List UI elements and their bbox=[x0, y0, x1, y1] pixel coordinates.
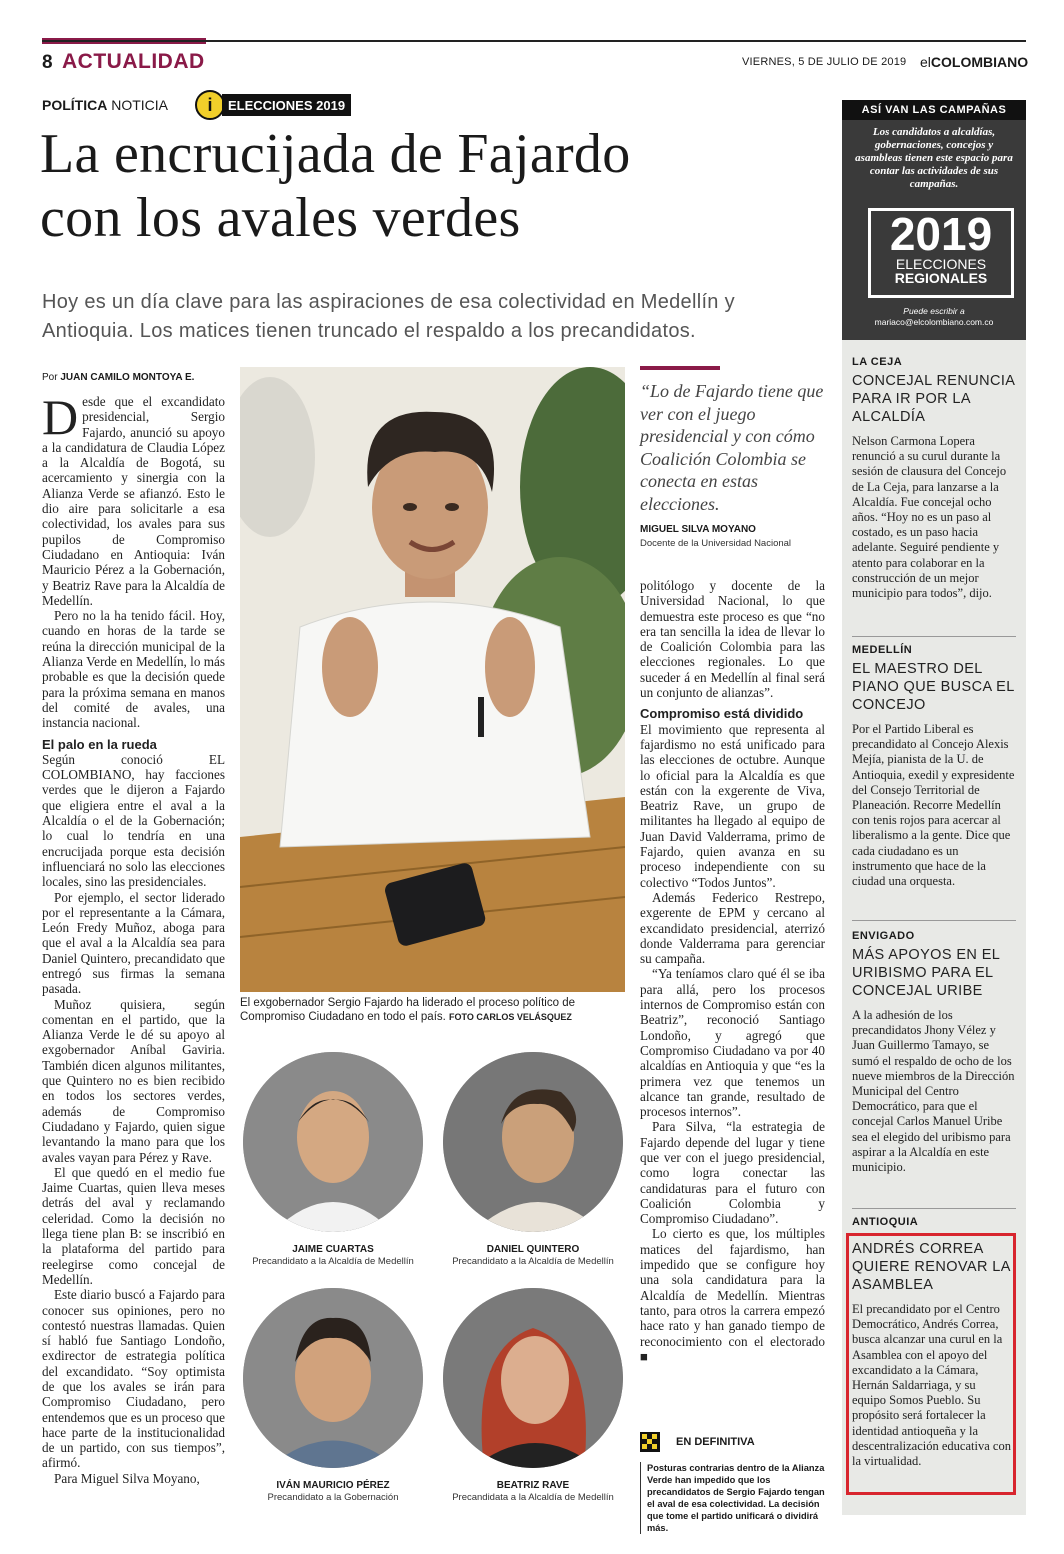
portrait-role: Precandidato a la Gobernación bbox=[267, 1492, 399, 1503]
section-title: ACTUALIDAD bbox=[62, 50, 205, 73]
en-definitiva-title: EN DEFINITIVA bbox=[676, 1436, 755, 1448]
elections-badge bbox=[195, 91, 353, 119]
portrait-role: Precandidato a la Alcaldía de Medellín bbox=[252, 1256, 414, 1267]
sidebar-contact: Puede escribir a mariaco@elcolombiano.com.co bbox=[874, 306, 994, 327]
elections-2019-logo: 2019 ELECCIONES REGIONALES bbox=[868, 208, 1014, 298]
sidebar-intro: Los candidatos a alcaldías, gobernaciones, concejos y asambleas tienen este espacio para contar las actividades de sus campañas. bbox=[855, 126, 1013, 190]
sidebar-item-antioquia: ANDRÉS CORREA QUIERE RENOVAR LA ASAMBLEA El precandidato por el Centro Democrático, Andrés Correa, busca alcanzar una curul en la Asamblea con el apoyo del excandidato a la Cámara, Hernán Saldarriaga, y su equipo Somos Pueblo. Su propósito será fortalecer la identidad antioqueña y la descentralización educativa con la virtualidad. bbox=[852, 1241, 1011, 1469]
headline: La encrucijada de Fajardo con los avales verdes bbox=[40, 123, 631, 249]
portrait-name: DANIEL QUINTERO bbox=[486, 1244, 580, 1255]
article-column-1: Desde que el excandidato presidencial, Sergio Fajardo, anunció su apoyo a la candidatura de Claudia López a la Alcaldía de Bogotá, su acercamiento y sinergia con la Alianza Verde se afianzó. Esto le dio aire para solicitarle a esa colectividad, los avales para sus pupilos de Compromiso Ciudadano en Antioquia: Iván Mauricio Pérez a la Gobernación, y Beatriz Rave para la Alcaldía de Medellín. Pero no la ha tenido fácil. Hoy, cuando en horas de la tarde se reúna la dirección municipal de la Alianza Verde en Medellín, lo más probable es que la decisión quede para la próxima semana en manos del comité de avales, una instancia nacional. El palo en la rueda Según conoció EL COLOMBIANO, hay facciones verdes que le dijeron a Fajardo que eligiera entre el aval a la Alcaldía o el de la Gobernación; lo cual lo tendría en una encrucijada porque esta decisión influenciará no solo las elecciones locales, sino las presidenciales. Por ejemplo, el sector liderado por el representante a la Cámara, León Fredy Muñoz, aboga para que el aval a la Alcaldía sea para Daniel Quintero, precandidato que entregó sus firmas la semana pasada. Muñoz quisiera, según comentan en el partido, que la Alianza Verde le dé su apoyo al exgobernador Aníbal Gaviria. También dicen algunos militantes, que Quintero no es bien recibido en todos los sectores verdes, además de Compromiso Ciudadano y Fajardo, quien sigue levantando la mano para que los avales vayan para Pérez y Rave. El que quedó en el medio fue Jaime Cuartas, quien lleva meses detrás del aval y reclamando celeridad. Como la decisión no llega tiene plan B: se inscribió en la plataforma del partido para reelegirse como concejal de Medellín. Este diario buscó a Fajardo para conocer sus opiniones, pero no contestó nuestras llamadas. Quien sí habló fue Santiago Londoño, exdirector de estrategia política del excandidato. “Soy optimista de que los avales se irán para Compromiso Ciudadano, pero entendemos que es un proceso que hace parte de la institucionalidad de un partido, con sus tiempos”, afirmó. Para Miguel Silva Moyano, bbox=[42, 394, 225, 1486]
sidebar-item-envigado: ENVIGADO MÁS APOYOS EN EL URIBISMO PARA EL CONCEJAL URIBE A la adhesión de los precandidatos Jhony Vélez y Juan Guillermo Tamayo, se sumó el respaldo de ocho de los nueve miembros de la Dirección Municipal del Centro Democrático, para que el concejal Carlos Manuel Uribe sea el elegido del uribismo para aspirar a la Alcaldía en este municipio. bbox=[852, 930, 1015, 1175]
en-definitiva-box bbox=[640, 1432, 830, 1534]
sidebar-item-medellin: MEDELLÍN EL MAESTRO DEL PIANO QUE BUSCA EL CONCEJO Por el Partido Liberal es precandidato al Concejo Alexis Mejía, pianista de la U. de Antioquia, exedil y expresidente del Consejo Territorial de Planeación. Recorre Medellín con tenis rojos para acercar al liberalismo a la gente. Dice que cada ciudadano es un instrumento que hace de la ciudad una orquesta. bbox=[852, 644, 1015, 889]
byline: Por JUAN CAMILO MONTOYA E. bbox=[42, 372, 195, 383]
en-definitiva-body: Posturas contrarias dentro de la Alianza Verde han impedido que los precandidatos de Sergio Fajardo tengan el aval de esa colectividad. La decisión que tome el partido unificará o dividirá más. bbox=[640, 1462, 830, 1534]
portrait-daniel-quintero bbox=[443, 1052, 623, 1232]
elections-badge-label: ELECCIONES 2019 bbox=[222, 94, 351, 116]
drop-cap: D bbox=[42, 394, 79, 445]
page-number: 8 bbox=[42, 52, 53, 73]
portrait-name: JAIME CUARTAS bbox=[292, 1244, 374, 1255]
portrait-role: Precandidato a la Alcaldía de Medellín bbox=[452, 1256, 614, 1267]
article-kicker: POLÍTICA NOTICIA bbox=[42, 97, 169, 113]
main-photo-sergio-fajardo bbox=[240, 367, 625, 992]
portrait-name: BEATRIZ RAVE bbox=[496, 1480, 570, 1491]
sidebar-divider bbox=[852, 920, 1016, 921]
sidebar-title: ASÍ VAN LAS CAMPAÑAS bbox=[842, 100, 1026, 120]
issue-date: VIERNES, 5 DE JULIO DE 2019 bbox=[742, 56, 907, 68]
newspaper-logo: elCOLOMBIANO bbox=[920, 54, 1029, 70]
subhead-dividido: Compromiso está dividido bbox=[640, 706, 804, 722]
quote-author-role: Docente de la Universidad Nacional bbox=[640, 538, 792, 549]
subheadline: Hoy es un día clave para las aspiraciones de esa colectividad en Medellín y Antioquia. Los matices tienen truncado el respaldo a los precandidatos. bbox=[42, 291, 735, 342]
portrait-role: Precandidata a la Alcaldía de Medellín bbox=[452, 1492, 614, 1503]
sidebar-item-antioquia-label: ANTIOQUIA bbox=[852, 1216, 919, 1228]
portrait-ivan-mauricio-perez bbox=[243, 1288, 423, 1468]
sidebar-divider bbox=[852, 636, 1016, 637]
sidebar-item-la-ceja: LA CEJA CONCEJAL RENUNCIA PARA IR POR LA ALCALDÍA Nelson Carmona Lopera renunció a su curul durante la sesión de clausura del Concejo de La Ceja, para lanzarse a la Alcaldía. Fue concejal ocho años. “Hoy no es un paso al costado, es un paso hacia adelante. Seguiré pendiente y atento para colaborar en la construcción de un mejor municipio para todos”, dijo. bbox=[852, 356, 1015, 601]
portrait-beatriz-rave bbox=[443, 1288, 623, 1468]
portrait-name: IVÁN MAURICIO PÉREZ bbox=[276, 1480, 390, 1491]
portrait-jaime-cuartas bbox=[243, 1052, 423, 1232]
photo-caption: El exgobernador Sergio Fajardo ha liderado el proceso político de Compromiso Ciudadano en todo el país. FOTO CARLOS VELÁSQUEZ bbox=[240, 997, 575, 1023]
quote-rule bbox=[640, 366, 720, 370]
info-icon: i bbox=[195, 90, 225, 120]
header-rule bbox=[42, 40, 1026, 42]
subhead-rueda: El palo en la rueda bbox=[42, 736, 157, 752]
article-column-3: politólogo y docente de la Universidad Nacional, lo que demuestra este proceso es que “no era tan sencilla la idea de llevar lo de Coalición Colombia para las elecciones regionales. Lo que suceder á en Medellín al final será un conjunto de alianzas”. Compromiso está dividido El movimiento que representa al fajardismo no está unificado para las elecciones de octubre. Aunque lo oficial para la Alcaldía es que están con la exgerente de Viva, Beatriz Rave, un grupo de militantes ha llegado al equipo de Juan David Valderrama, primo de Fajardo, quien avanza en su proceso independiente con su colectivo “Todos Juntos”. Además Federico Restrepo, exgerente de EPM y cercano al excandidato presidencial, aterrizó donde Valderrama para gerenciar su campaña. “Ya teníamos claro qué él se iba para allá, pero los procesos internos de Compromiso están con Beatriz”, reconoció Santiago Londoño, y agregó que Compromiso Ciudadano va por 40 alcaldías en Antioquia y que “es la primera vez que tenemos un alcance tan grande, resultado de procesos internos”. Para Silva, “la estrategia de Fajardo depende del lugar y tiene que ver con el juego presidencial, como logra conectar las candidaturas para el futuro con Coalición Colombia y Compromiso Ciudadano”. Lo cierto es que, los múltiples matices del fajardismo, han impedido que se configure hoy una sola candidatura para la Alcaldía de Medellín. Mientras tanto, para otros la carrera empezó hace rato y han ganado tiempo de reconocimiento con el electorado ■ bbox=[640, 578, 825, 1364]
checker-icon bbox=[640, 1432, 660, 1452]
quote-author: MIGUEL SILVA MOYANO bbox=[640, 524, 756, 535]
pull-quote: “Lo de Fajardo tiene que ver con el juego presidencial y con cómo Coalición Colombia se conecta en estas elecciones. bbox=[640, 381, 824, 514]
sidebar-divider bbox=[852, 1208, 1016, 1209]
